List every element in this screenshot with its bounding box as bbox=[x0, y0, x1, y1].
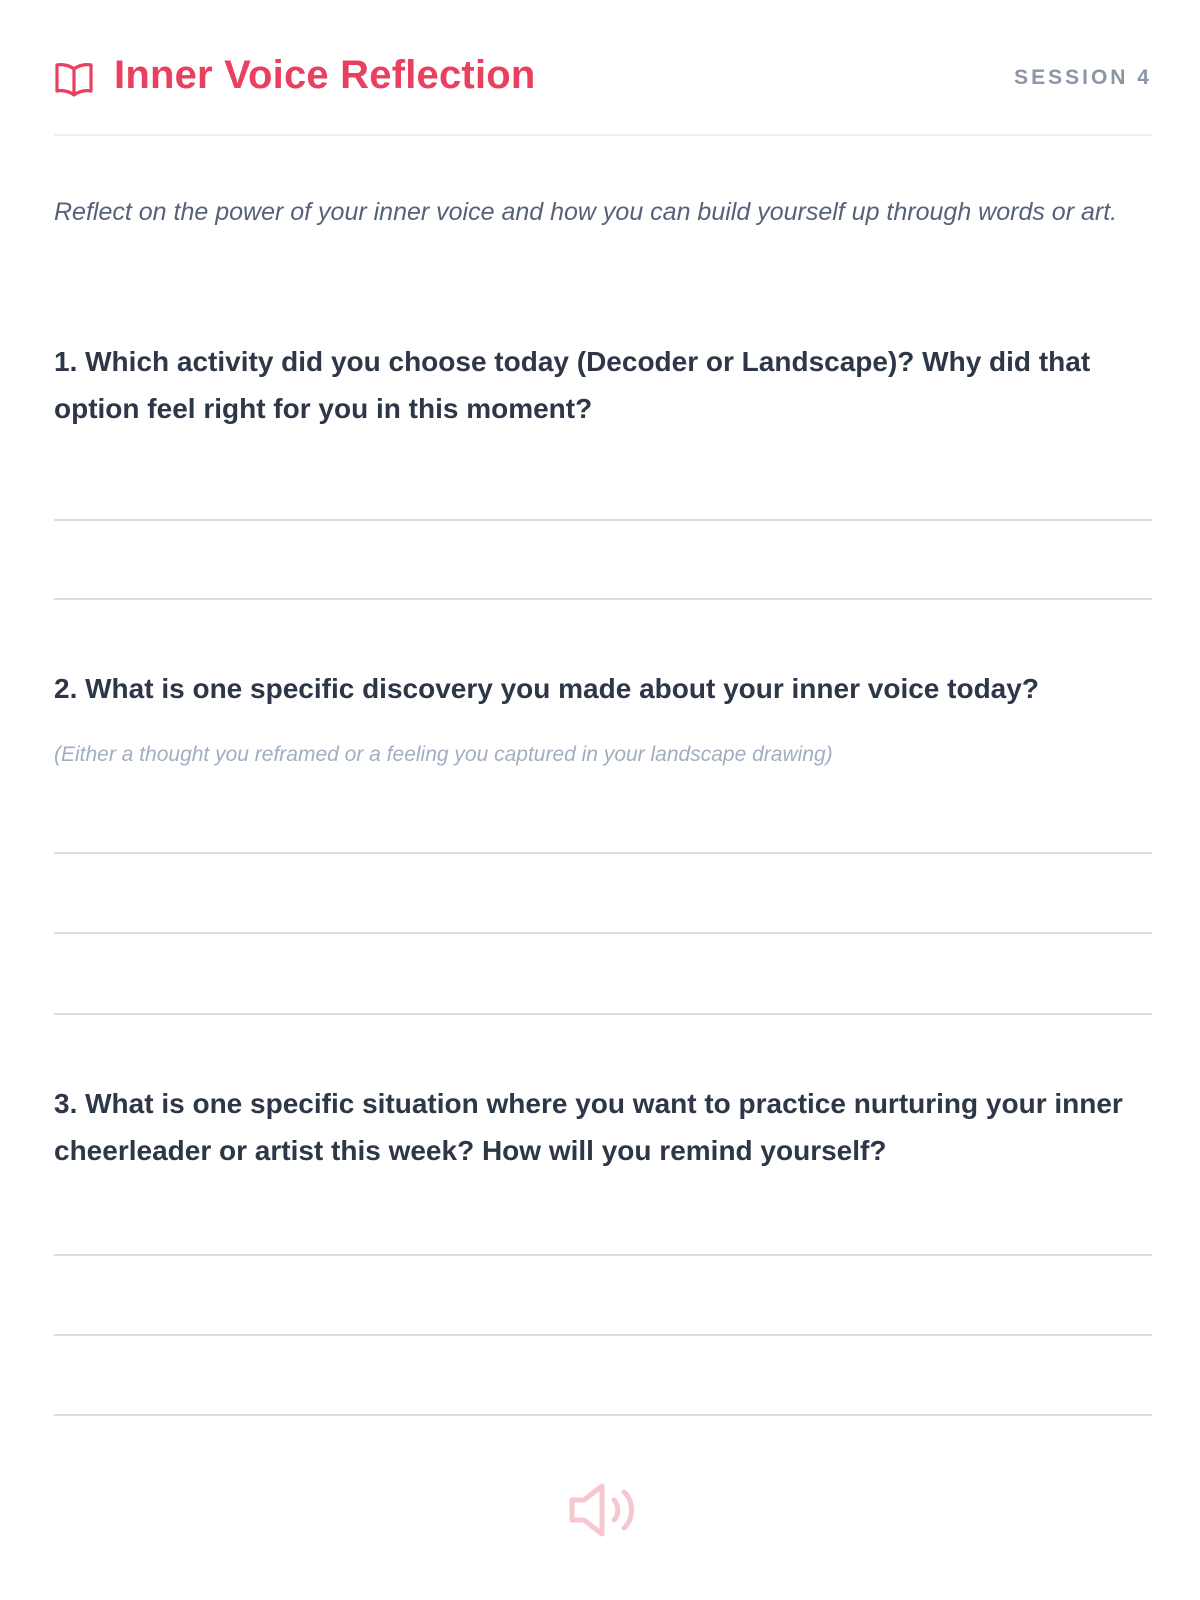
question-3: 3. What is one specific situation where you want to practice nurturing your inner cheerleader or artist this week? How will you remind yourself? bbox=[54, 1088, 1123, 1166]
answer-line-3-2[interactable] bbox=[54, 1334, 1152, 1336]
session-label: SESSION 4 bbox=[1014, 66, 1152, 89]
answer-line-1-1[interactable] bbox=[54, 519, 1152, 521]
answer-line-3-3[interactable] bbox=[54, 1414, 1152, 1416]
speaker-icon[interactable] bbox=[566, 1478, 646, 1542]
header-divider bbox=[54, 134, 1152, 136]
answer-line-2-2[interactable] bbox=[54, 932, 1152, 934]
question-2: 2. What is one specific discovery you made about your inner voice today? bbox=[54, 673, 1039, 704]
question-1: 1. Which activity did you choose today (Decoder or Landscape)? Why did that option feel right for you in this moment? bbox=[54, 346, 1091, 424]
header bbox=[54, 50, 1152, 110]
page-title: Inner Voice Reflection bbox=[114, 53, 536, 97]
open-book-icon bbox=[54, 61, 94, 97]
answer-line-2-1[interactable] bbox=[54, 852, 1152, 854]
reflection-worksheet bbox=[54, 0, 1152, 1600]
answer-line-3-1[interactable] bbox=[54, 1254, 1152, 1256]
answer-line-1-2[interactable] bbox=[54, 598, 1152, 600]
intro-text: Reflect on the power of your inner voice and how you can build yourself up through words or art. bbox=[54, 198, 1118, 226]
question-2-hint: (Either a thought you reframed or a feeling you captured in your landscape drawing) bbox=[54, 743, 833, 766]
answer-line-2-3[interactable] bbox=[54, 1013, 1152, 1015]
